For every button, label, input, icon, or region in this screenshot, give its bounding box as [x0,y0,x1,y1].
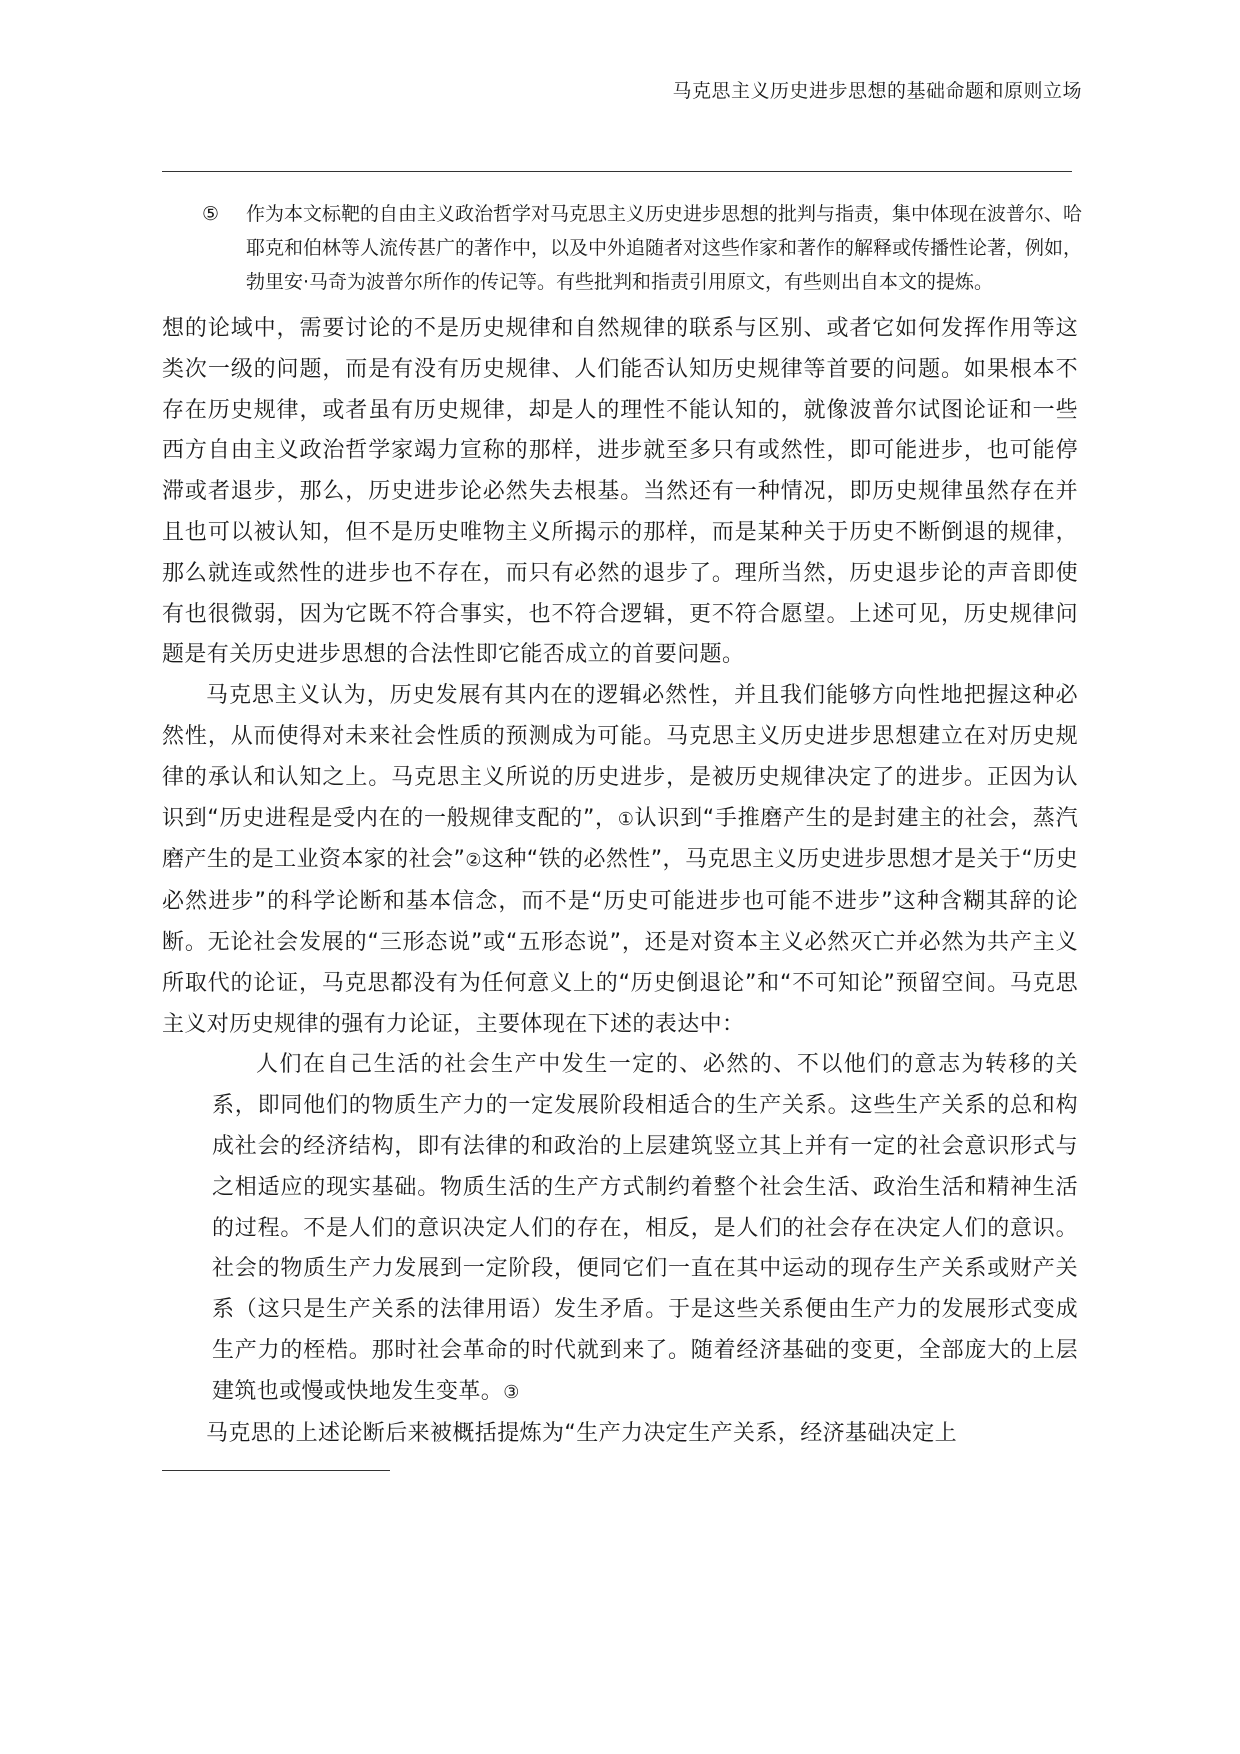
paragraph-continued: 想的论域中，需要讨论的不是历史规律和自然规律的联系与区别、或者它如何发挥作用等这类次一级的问题，而是有没有历史规律、人们能否认知历史规律等首要的问题。如果根本不存在历史规律，或者虽有历史规律，却是人的理性不能认知的，就像波普尔试图论证和一些西方自由主义政治哲学家竭力宣称的那样，进步就至多只有或然性，即可能进步，也可能停滞或者退步，那么，历史进步论必然失去根基。当然还有一种情况，即历史规律虽然存在并且也可以被认知，但不是历史唯物主义所揭示的那样，而是某种关于历史不断倒退的规律，那么就连或然性的进步也不存在，而只有必然的退步了。理所当然，历史退步论的声音即使有也很微弱，因为它既不符合事实，也不符合逻辑，更不符合愿望。上述可见，历史规律问题是有关历史进步思想的合法性即它能否成立的首要问题。 [162,316,1078,668]
paragraph-historical-law [162,676,1078,1045]
note-ref-2: ② [465,850,482,872]
paragraph-text-part: 这种“铁的必然性”，马克思主义历史进步思想才是关于“历史必然进步”的科学论断和基本信念，而不是“历史可能进步也可能不进步”这种含糊其辞的论断。无论社会发展的“三形态说”或“五形态说”，还是对资本主义必然灭亡并必然为共产主义所取代的论证，马克思都没有为任何意义上的“历史倒退论”和“不可知论”预留空间。马克思主义对历史规律的强有力论证，主要体现在下述的表达中： [162,847,1078,1037]
note-ref-1: ① [617,808,635,830]
paragraph-text-part: 认识到“手推磨产生的是封建主的社会，蒸汽磨产生的是工业资本家的社会” [162,805,1078,873]
footnote-divider [162,1470,390,1471]
paragraph-summary: 马克思的上述论断后来被概括提炼为“生产力决定生产关系，经济基础决定上 [206,1420,957,1446]
body-text [162,309,1078,1454]
footnote-text: 作为本文标靶的自由主义政治哲学对马克思主义历史进步思想的批判与指责，集中体现在波普尔、哈耶克和伯林等人流传甚广的著作中，以及中外追随者对这些作家和著作的解释或传播性论著，例如，勃里安·马奇为波普尔所作的传记等。有些批判和指责引用原文，有些则出自本文的提炼。 [246,203,1083,293]
quote-text: 人们在自己生活的社会生产中发生一定的、必然的、不以他们的意志为转移的关系，即同他们的物质生产力的一定发展阶段相适合的生产关系。这些生产关系的总和构成社会的经济结构，即有法律的和政治的上层建筑竖立其上并有一定的社会意识形式与之相适应的现实基础。物质生活的生产方式制约着整个社会生活、政治生活和精神生活的过程。不是人们的意识决定人们的存在，相反，是人们的社会存在决定人们的意识。社会的物质生产力发展到一定阶段，便同它们一直在其中运动的现存生产关系或财产关系（这只是生产关系的法律用语）发生矛盾。于是这些关系便由生产力的发展形式变成生产力的桎梏。那时社会革命的时代就到来了。随着经济基础的变更，全部庞大的上层建筑也或慢或快地发生变革。 [212,1052,1078,1404]
footnote-marker: ⑤ [202,203,220,225]
note-ref-3: ③ [503,1381,520,1403]
paragraph-text-part: 马克思主义认为，历史发展有其内在的逻辑必然性，并且我们能够方向性地把握这种必然性，从而使得对未来社会性质的预测成为可能。马克思主义历史进步思想建立在对历史规律的承认和认知之上。马克思主义所说的历史进步，是被历史规律决定了的进步。正因为认识到“历史进程是受内在的一般规律支配的”， [162,683,1078,831]
header-divider [162,171,1072,172]
running-header-title: 马克思主义历史进步思想的基础命题和原则立场 [672,80,1082,102]
block-quote [212,1045,1078,1413]
carried-footnote [202,197,1082,299]
